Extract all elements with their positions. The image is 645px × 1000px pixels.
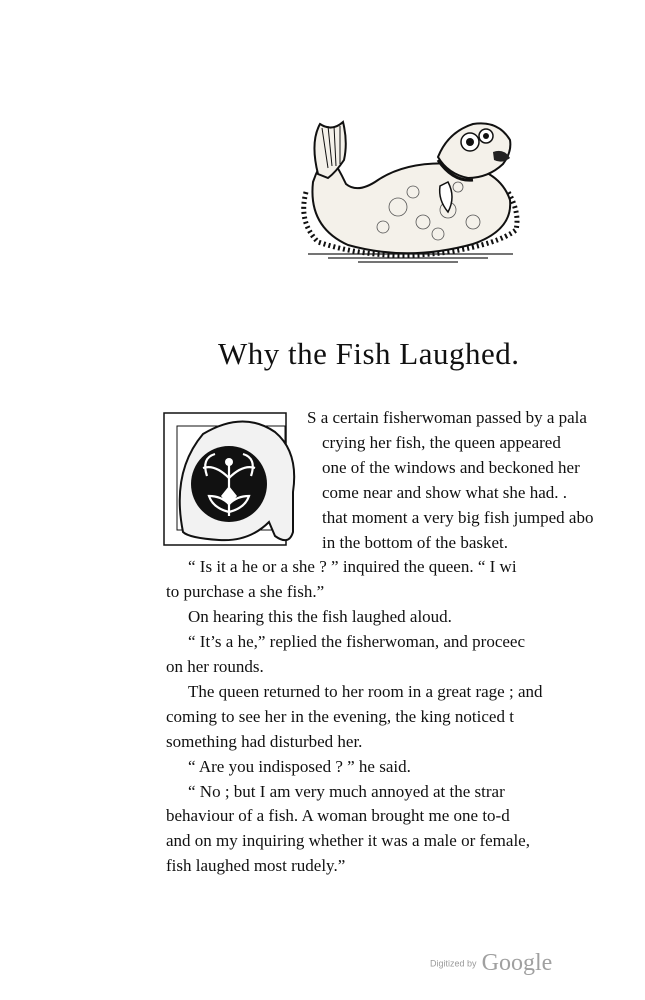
google-watermark [430,950,552,977]
text-line: in the bottom of the basket. [322,533,509,552]
text-line: on her rounds. [166,657,264,676]
text-line: fish laughed most rudely.” [166,856,346,875]
text-line: crying her fish, the queen appeared [322,433,561,452]
text-line: to purchase a she fish.” [166,582,325,601]
text-line: “ Is it a he or a she ? ” inquired the queen. “ I wi [188,557,517,576]
text-line: “ No ; but I am very much annoyed at the strar [188,782,505,801]
text-line: one of the windows and beckoned her [322,458,580,477]
text-line: “ Are you indisposed ? ” he said. [188,757,411,776]
text-line: coming to see her in the evening, the king noticed t [166,707,514,726]
ornamental-drop-cap-icon [163,412,301,546]
text-line: and on my inquiring whether it was a male or female, [166,831,530,850]
text-line: On hearing this the fish laughed aloud. [188,607,452,626]
text-line: behaviour of a fish. A woman brought me one to-d [166,806,510,825]
watermark-prefix: Digitized by [430,958,477,969]
text-line: S a certain fisherwoman passed by a pala [307,408,587,427]
text-line: that moment a very big fish jumped abo [322,508,594,527]
text-line: “ It’s a he,” replied the fisherwoman, and proceec [188,632,526,651]
watermark-brand: Google [481,950,553,976]
page-title: Why the Fish Laughed. [218,336,520,371]
flatfish-illustration-icon [288,112,528,264]
text-line: something had disturbed her. [166,732,363,751]
text-line: The queen returned to her room in a great rage ; and [188,682,543,701]
text-line: come near and show what she had. . [322,483,568,502]
